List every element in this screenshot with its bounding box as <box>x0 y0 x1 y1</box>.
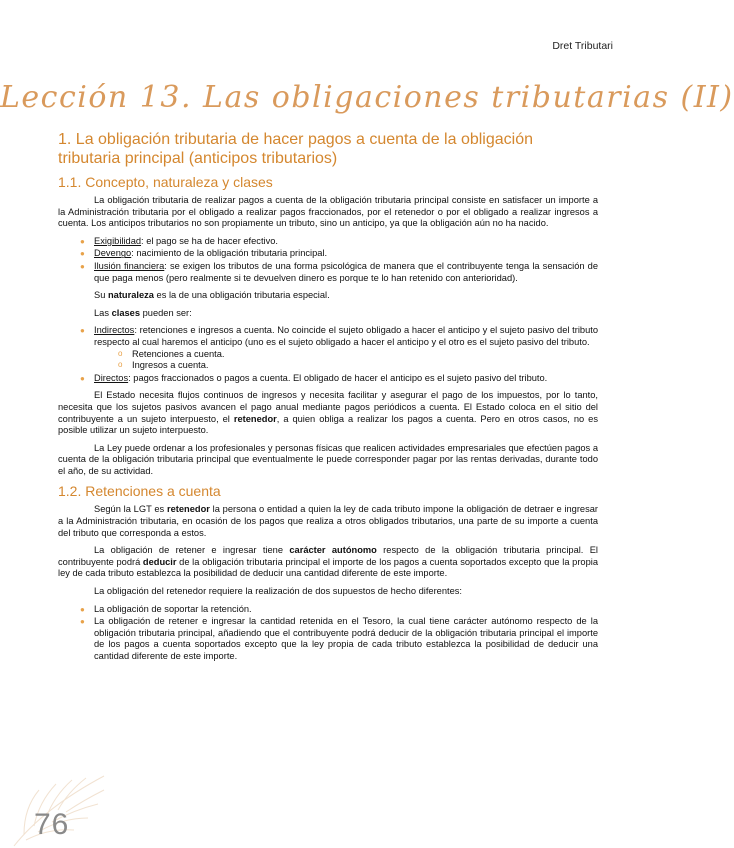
section-1-heading: 1. La obligación tributaria de hacer pagos a cuenta de la obligación tributaria principal (anticipos tributarios) <box>58 131 533 167</box>
header-course-name: Dret Tributari <box>552 40 613 52</box>
bullet-list-clases <box>58 325 598 384</box>
section-1-1-heading: 1.1. Concepto, naturaleza y clases <box>58 174 273 190</box>
sub-list-item: o Ingresos a cuenta. <box>132 360 598 372</box>
bullet-list-retenedor <box>58 604 598 663</box>
paragraph-concepto: La obligación tributaria de realizar pagos a cuenta de la obligación tributaria principal consiste en satisfacer un importe a la Administración tributaria por el obligado a realizar pagos fraccionados, por el retenedor o por el obligado a realizar ingresos a cuenta. Los anticipos tributarios no son propiamente un tributo, sino un anticipo, ya que la obligación aún no ha nacido. <box>58 195 598 229</box>
paragraph-supuestos: La obligación del retenedor requiere la realización de dos supuestos de hecho diferentes: <box>94 586 462 597</box>
list-item: ● Indirectos: retenciones e ingresos a cuenta. No coincide el sujeto obligado a hacer el anticipo y el sujeto pasivo del tributo respecto al cual haremos el anticipo (uno es el sujeto obligado a hacer el anticipo y el otro es el sujeto pasivo del tributo. o Retenciones a cuenta. o Ingresos a cuenta. <box>94 325 598 371</box>
paragraph-retenedor: Según la LGT es retenedor la persona o entidad a quien la ley de cada tributo impone la obligación de detraer e ingresar a la Administración tributaria, en ocasión de los pagos que realiza a otros obligados tributarios, una parte de su importe a cuenta del tributo que corresponda a estos. <box>58 504 598 538</box>
paragraph-clases: Las clases pueden ser: <box>94 307 192 318</box>
bullet-list-concepts <box>58 236 598 284</box>
list-item: ● Directos: pagos fraccionados o pagos a cuenta. El obligado de hacer el anticipo es el sujeto pasivo del tributo. <box>94 373 598 385</box>
list-item: ● La obligación de retener e ingresar la cantidad retenida en el Tesoro, la cual tiene carácter autónomo respecto de la obligación tributaria principal, añadiendo que el contribuyente podrá deducir de la obligación tributaria principal el importe de los pagos a cuenta soportados excepto que la ley propia de cada tributo establezca la posibilidad de deducir una cantidad diferente de este importe. <box>94 616 598 662</box>
paragraph-ley: La Ley puede ordenar a los profesionales y personas físicas que realicen actividades empresariales que efectúen pagos a cuenta de la obligación tributaria principal que eventualmente le puede corresponder pagar por las rentas derivadas, durante todo el año, de su actividad. <box>58 442 598 476</box>
list-item: ● La obligación de soportar la retención. <box>94 604 598 616</box>
page-content <box>58 130 598 669</box>
paragraph-autonomo: La obligación de retener e ingresar tiene carácter autónomo respecto de la obligación tributaria principal. El contribuyente podrá deducir de la obligación tributaria principal el importe de los pagos a cuenta soportados excepto que la propia ley de cada tributo establezca la posibilidad de deducir una cantidad diferente de este importe. <box>58 545 598 579</box>
sub-list-item: o Retenciones a cuenta. <box>132 349 598 361</box>
page-number: 76 <box>34 808 70 841</box>
list-item: ● Ilusión financiera: se exigen los tributos de una forma psicológica de manera que el contribuyente tenga la sensación de que paga menos (pero realmente si te devuelven dinero es porque te lo han retenido con anterioridad). <box>94 261 598 284</box>
sub-bullet-list <box>94 349 598 372</box>
section-1-2-heading: 1.2. Retenciones a cuenta <box>58 483 221 500</box>
paragraph-estado: El Estado necesita flujos continuos de ingresos y necesita facilitar y asegurar el pago de los impuestos, por lo tanto, necesita que los sujetos pasivos avancen el pago anual mediante pagos periódicos a cuenta. El Estado coloca en el sitio del contribuyente a un sujeto interpuesto, el retenedor, a quien obliga a realizar los pagos a cuenta. Pero en otros casos, no es posible utilizar un sujeto interpuesto. <box>58 390 599 436</box>
lesson-title: Lección 13. Las obligaciones tributarias (II) <box>0 80 734 115</box>
list-item: ● Exigibilidad: el pago se ha de hacer efectivo. <box>94 236 598 248</box>
paragraph-naturaleza: Su naturaleza es la de una obligación tributaria especial. <box>94 290 330 301</box>
list-item: ● Devengo: nacimiento de la obligación tributaria principal. <box>94 248 598 260</box>
